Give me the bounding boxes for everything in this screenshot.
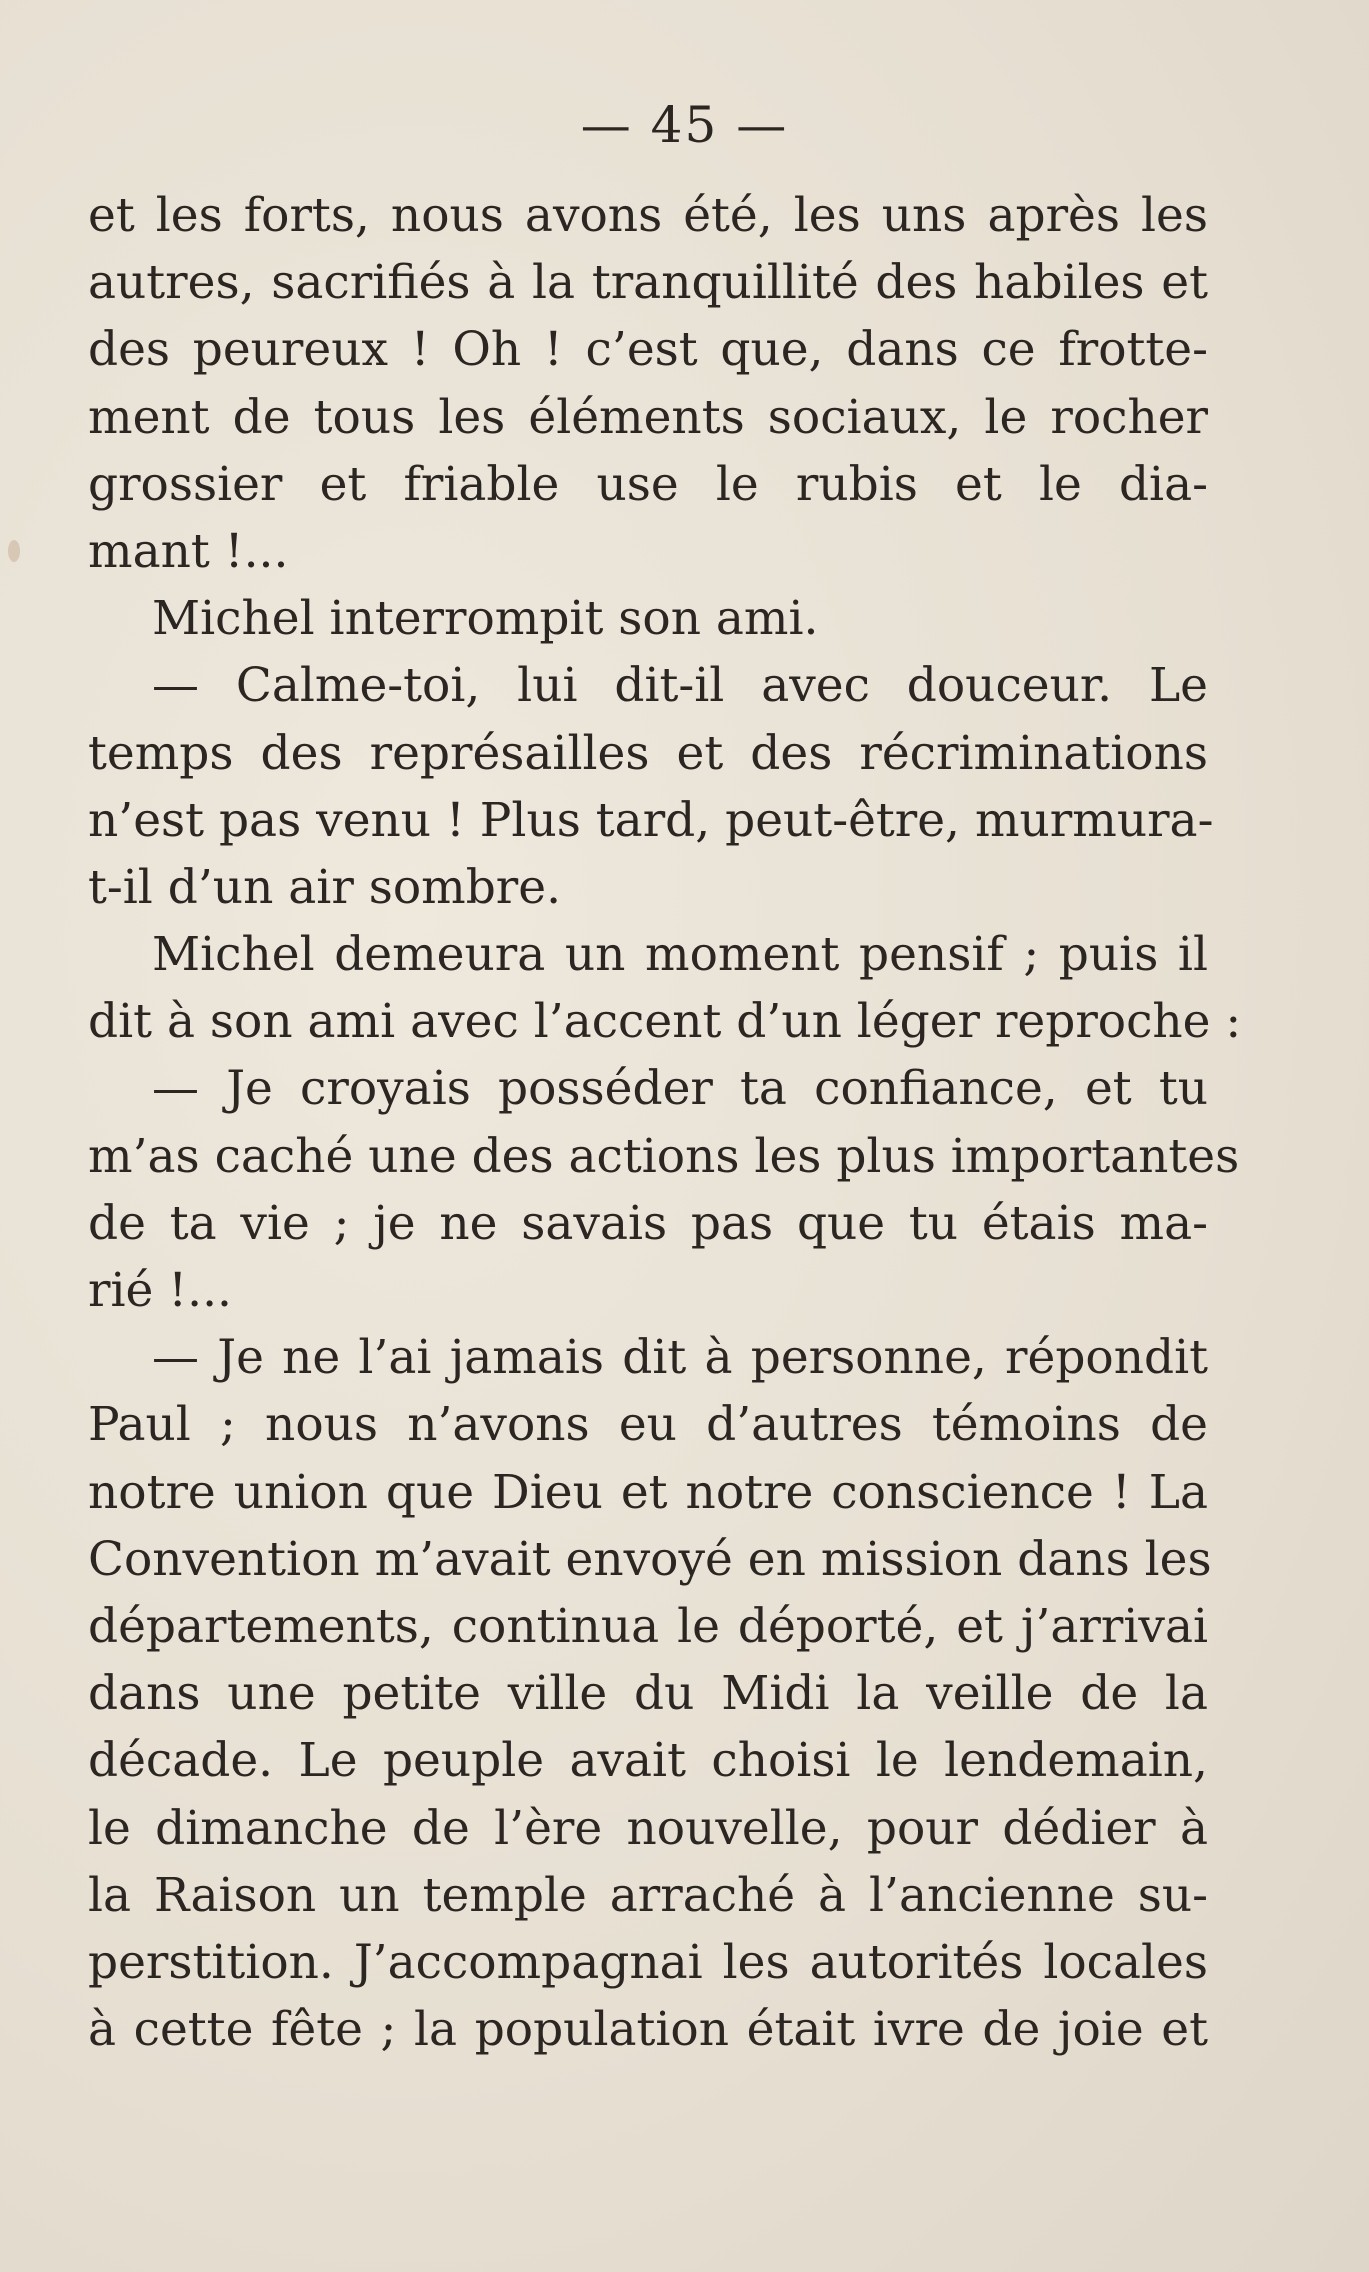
paper-stain: [8, 540, 20, 562]
text-line: n’est pas venu ! Plus tard, peut-être, murmura-: [88, 792, 1214, 848]
text-line: Michel interrompit son ami.: [152, 591, 819, 647]
text-line: départements, continua le déporté, et j’arrivai: [88, 1598, 1208, 1654]
text-line: mant !...: [88, 523, 289, 579]
text-line: le dimanche de l’ère nouvelle, pour dédier à: [88, 1800, 1208, 1856]
text-line: décade. Le peuple avait choisi le lendemain,: [88, 1733, 1208, 1789]
text-line: notre union que Dieu et notre conscience ! La: [88, 1464, 1208, 1520]
text-line: à cette fête ; la population était ivre de joie et: [88, 2002, 1208, 2058]
text-line: ment de tous les éléments sociaux, le rocher: [88, 389, 1208, 445]
body-text: [88, 182, 1242, 2063]
text-line: de ta vie ; je ne savais pas que tu étais ma-: [88, 1195, 1208, 1251]
text-line: temps des représailles et des récriminations: [88, 725, 1208, 781]
text-line: Paul ; nous n’avons eu d’autres témoins de: [88, 1397, 1208, 1453]
text-line: — Je croyais posséder ta confiance, et tu: [152, 1061, 1208, 1117]
text-line: des peureux ! Oh ! c’est que, dans ce frotte-: [88, 322, 1208, 378]
text-line: la Raison un temple arraché à l’ancienne su-: [88, 1867, 1208, 1923]
text-line: et les forts, nous avons été, les uns après les: [88, 188, 1208, 243]
text-line: perstition. J’accompagnai les autorités locales: [88, 1934, 1208, 1990]
text-line: Convention m’avait envoyé en mission dans les: [88, 1531, 1212, 1587]
text-line: m’as caché une des actions les plus importantes: [88, 1128, 1240, 1184]
text-line: Michel demeura un moment pensif ; puis il: [152, 927, 1208, 983]
text-line: grossier et friable use le rubis et le dia-: [88, 456, 1208, 512]
text-line: dans une petite ville du Midi la veille de la: [88, 1666, 1208, 1722]
page-number: — 45 —: [580, 96, 789, 154]
text-line: rié !...: [88, 1263, 232, 1318]
text-line: autres, sacrifiés à la tranquillité des habiles et: [88, 255, 1208, 311]
text-line: — Je ne l’ai jamais dit à personne, répondit: [152, 1330, 1208, 1386]
text-line: t-il d’un air sombre.: [88, 859, 562, 915]
text-line: — Calme-toi, lui dit-il avec douceur. Le: [152, 658, 1208, 714]
text-line: dit à son ami avec l’accent d’un léger reproche :: [88, 994, 1242, 1050]
